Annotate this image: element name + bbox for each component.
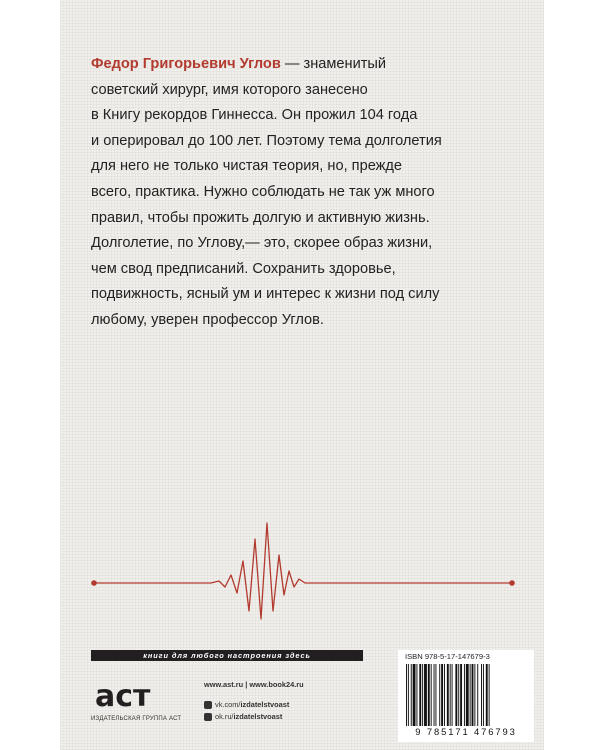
publisher-caption: ИЗДАТЕЛЬСКАЯ ГРУППА АСТ — [91, 716, 182, 722]
book-description — [91, 52, 511, 334]
description-line: чем свод предписаний. Сохранить здоровье, — [91, 260, 396, 277]
svg-text:аст: аст — [95, 679, 151, 714]
author-name: Федор Григорьевич Углов — [91, 56, 281, 72]
barcode-digits: 9 785171 476793 — [415, 726, 517, 737]
vk-link[interactable]: vk.com/izdatelstvoast — [204, 699, 374, 711]
publisher-links — [204, 680, 374, 723]
description-line: любому, уверен профессор Углов. — [91, 311, 324, 328]
website-links[interactable]: www.ast.ru | www.book24.ru — [204, 680, 304, 689]
vk-icon — [204, 701, 212, 709]
ok-link[interactable]: ok.ru/izdatelstvoast — [204, 711, 374, 723]
back-cover — [60, 0, 544, 750]
description-line: советский хирург, имя которого занесено — [91, 81, 368, 98]
description-line: Долголетие, по Углову,— это, скорее образ жизни, — [91, 235, 433, 252]
description-line: Федор Григорьевич Углов — знаменитый — [91, 56, 387, 72]
heartbeat-line-illustration — [91, 515, 515, 625]
description-line: подвижность, ясный ум и интерес к жизни под силу — [91, 286, 440, 303]
isbn-number: ISBN 978-5-17-147679-3 — [405, 652, 490, 661]
description-line: правил, чтобы прожить долгую и активную жизнь. — [91, 209, 430, 226]
description-line: всего, практика. Нужно соблюдать не так уж много — [91, 183, 435, 200]
tagline-text: книги для любого настроения здесь — [143, 651, 311, 660]
description-line: и оперировал до 100 лет. Поэтому тема долголетия — [91, 132, 442, 149]
description-line: для него не только чистая теория, но, прежде — [91, 158, 403, 175]
isbn-barcode-block — [398, 650, 534, 742]
tagline-banner — [91, 650, 363, 661]
description-line: в Книгу рекордов Гиннесса. Он прожил 104 года — [91, 107, 418, 124]
barcode — [406, 664, 528, 726]
ok-icon — [204, 713, 212, 721]
